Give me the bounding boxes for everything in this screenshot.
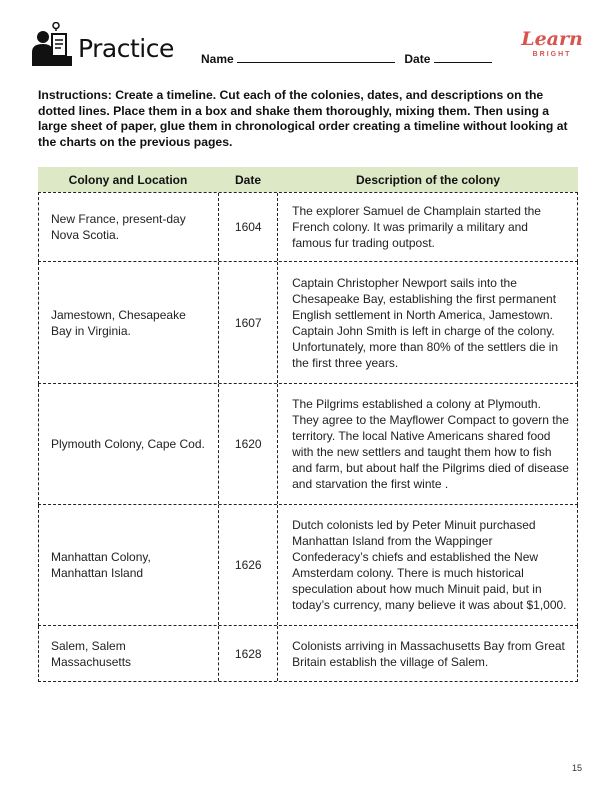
- description-cell: The explorer Samuel de Champlain started the French colony. It was primarily a military and famous fur trading outpost.: [292, 204, 541, 250]
- instructions: Instructions: Create a timeline. Cut each of the colonies, dates, and descriptions on the dotted lines. Place them in a box and shake them thoroughly, mixing them. Then using a large sheet of paper, glue them in chronological order creating a timeline without looking at the charts on the previous pages.: [38, 88, 568, 149]
- table-row: [38, 626, 578, 682]
- colony-table: [38, 167, 578, 682]
- date-cell: 1626: [218, 505, 278, 625]
- colony-cell: Plymouth Colony, Cape Cod.: [51, 437, 205, 451]
- description-cell: Dutch colonists led by Peter Minuit purchased Manhattan Island from the Wappinger Confederacy’s chiefs and established the New Amsterdam colony. There is much historical speculation about how much Minuit paid, but in today’s currency, many believe it was about $1,000.: [292, 518, 567, 612]
- date-blank[interactable]: [434, 52, 492, 63]
- person-at-desk-icon: [30, 22, 74, 68]
- description-cell: The Pilgrims established a colony at Plymouth. They agree to the Mayflower Compact to govern the territory. The local Native Americans shared food with the new settlers and taught them how to fish and farm, but about half the Pilgrims died of disease and starvation the first winte .: [292, 397, 569, 491]
- logo-learn-text: Learn: [521, 28, 583, 50]
- learn-bright-logo: [518, 28, 586, 66]
- date-cell: 1628: [218, 626, 278, 681]
- description-cell: Captain Christopher Newport sails into the Chesapeake Bay, establishing the first permanent English settlement in North America, Jamestown. Captain John Smith is left in charge of the colony. Unfortunately, more than 80% of the settlers die in the first three years.: [292, 275, 559, 370]
- table-header: [38, 167, 578, 192]
- colony-cell: Salem, Salem Massachusetts: [51, 638, 132, 669]
- name-date-fields: [201, 52, 492, 66]
- page-header: [0, 0, 612, 90]
- name-label: Name: [201, 52, 234, 66]
- colony-cell: Jamestown, Chesapeake Bay in Virginia.: [51, 307, 186, 338]
- logo-bright-text: BRIGHT: [532, 51, 572, 58]
- table-row: [38, 384, 578, 505]
- date-cell: 1604: [218, 193, 278, 261]
- table-row: [38, 262, 578, 384]
- table-row: [38, 505, 578, 626]
- date-cell: 1620: [218, 384, 278, 504]
- name-blank[interactable]: [237, 52, 395, 63]
- header-date: Date: [234, 172, 261, 187]
- header-colony: Colony and Location: [68, 172, 188, 187]
- colony-cell: New France, present-day Nova Scotia.: [51, 212, 186, 242]
- page-title: Practice: [78, 34, 174, 63]
- header-description: Description of the colony: [355, 172, 500, 187]
- table-row: [38, 192, 578, 262]
- page-number: 15: [572, 763, 583, 773]
- date-label: Date: [404, 52, 431, 66]
- colony-cell: Manhattan Colony, Manhattan Island: [51, 550, 151, 580]
- date-cell: 1607: [218, 262, 278, 383]
- description-cell: Colonists arriving in Massachusetts Bay from Great Britain establish the village of Salem.: [292, 638, 565, 669]
